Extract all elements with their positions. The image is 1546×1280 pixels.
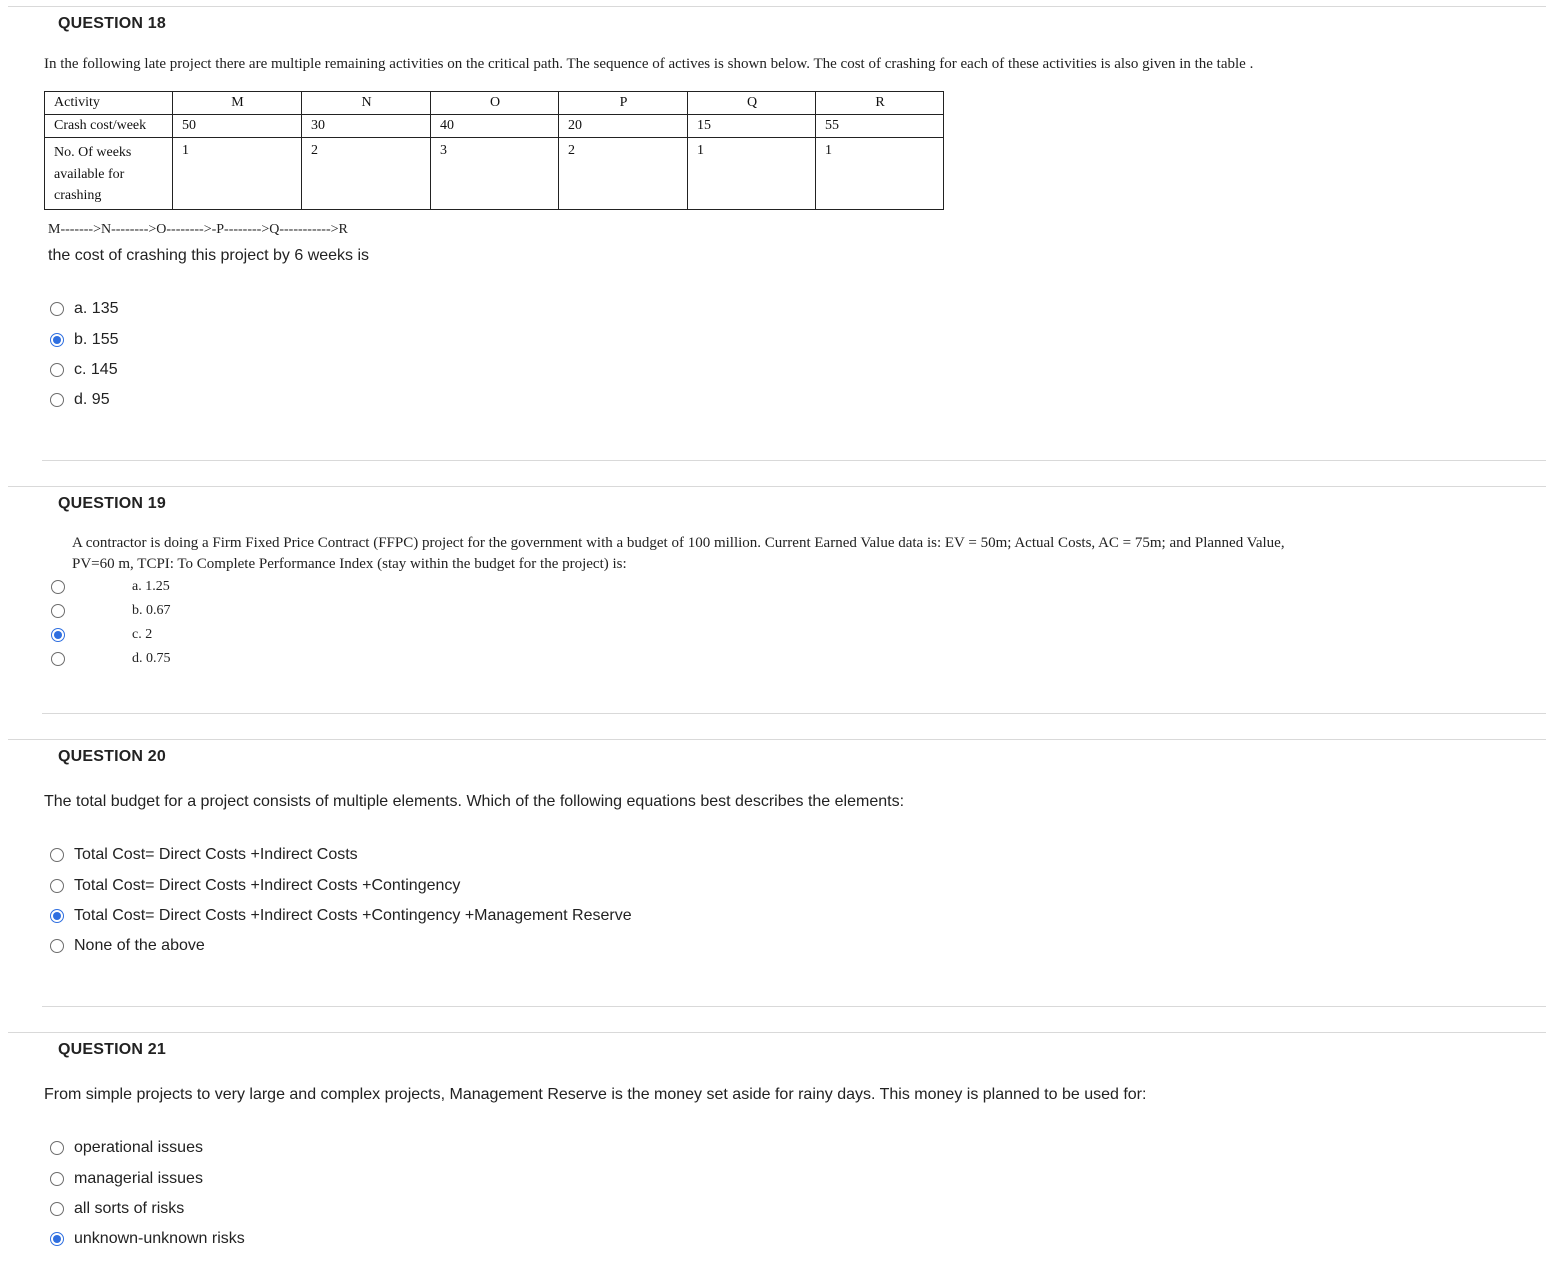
weeks-cell: 1 — [688, 138, 816, 210]
section-divider — [42, 713, 1546, 714]
option-label: c. 145 — [74, 361, 118, 378]
table-row — [45, 92, 944, 115]
option-label: all sorts of risks — [74, 1200, 185, 1217]
section-divider — [42, 460, 1546, 461]
section-divider — [42, 1006, 1546, 1007]
radio-button[interactable] — [51, 604, 65, 618]
weeks-cell: 2 — [302, 138, 431, 210]
question-19-text: PV=60 m, TCPI: To Complete Performance Index (stay within the budget for the project) is: — [72, 556, 627, 572]
answer-option[interactable] — [50, 299, 118, 319]
question-18-title: QUESTION 18 — [58, 15, 167, 32]
option-label: Total Cost= Direct Costs +Indirect Costs +Contingency +Management Reserve — [74, 907, 632, 924]
table-row — [45, 138, 944, 210]
option-label: Total Cost= Direct Costs +Indirect Costs — [74, 846, 358, 863]
option-label[interactable]: b. 0.67 — [132, 603, 171, 618]
label-line: No. Of weeks — [54, 145, 132, 160]
question-18-prompt: the cost of crashing this project by 6 weeks is — [48, 247, 370, 264]
question-21-prompt: From simple projects to very large and complex projects, Management Reserve is the money set aside for rainy days. This money is planned to be used for: — [44, 1086, 1147, 1103]
table-row — [45, 115, 944, 138]
activity-cell: M — [173, 92, 302, 115]
label-line: available for — [54, 166, 125, 182]
radio-button[interactable] — [50, 848, 64, 862]
question-21-title: QUESTION 21 — [58, 1041, 167, 1058]
section-divider — [8, 6, 1546, 7]
option-label: operational issues — [74, 1139, 203, 1156]
option-label[interactable]: a. 1.25 — [132, 579, 170, 594]
option-label[interactable]: c. 2 — [132, 627, 153, 642]
crash-cost-cell: 20 — [559, 115, 688, 138]
radio-button-selected[interactable] — [51, 628, 65, 642]
section-divider — [8, 1032, 1546, 1033]
weeks-cell: 3 — [431, 138, 559, 210]
question-19-text: A contractor is doing a Firm Fixed Price Contract (FFPC) project for the government with a budget of 100 million. Current Earned Value data is: EV = 50m; Actual Costs, AC = 75m; and Planned Value, — [72, 535, 1285, 551]
label-line: crashing — [54, 188, 102, 203]
answer-option[interactable] — [50, 936, 205, 956]
table-row-label — [45, 138, 173, 210]
activity-cell: N — [302, 92, 431, 115]
answer-option[interactable] — [50, 330, 118, 350]
crash-cost-cell: 50 — [173, 115, 302, 138]
answer-option[interactable] — [50, 906, 632, 926]
radio-button-selected[interactable] — [50, 333, 64, 347]
table-row-label: Crash cost/week — [45, 115, 173, 138]
table-header-cell: Activity — [45, 92, 173, 115]
option-label: a. 135 — [74, 300, 119, 317]
radio-button[interactable] — [51, 652, 65, 666]
option-label: b. 155 — [74, 331, 119, 348]
question-18-intro: In the following late project there are multiple remaining activities on the critical path. The sequence of actives is shown below. The cost of crashing for each of these activities is also given in the table . — [44, 56, 1254, 72]
weeks-cell: 2 — [559, 138, 688, 210]
activity-cell: P — [559, 92, 688, 115]
answer-option[interactable] — [50, 1169, 203, 1189]
crashing-table — [44, 91, 944, 210]
question-19-title: QUESTION 19 — [58, 495, 167, 512]
critical-path-sequence: M------->N-------->O-------->-P-------->Q----------->R — [48, 222, 348, 237]
radio-button[interactable] — [50, 363, 64, 377]
radio-button[interactable] — [50, 1202, 64, 1216]
answer-option[interactable] — [50, 876, 460, 896]
section-divider — [8, 486, 1546, 487]
crash-cost-cell: 40 — [431, 115, 559, 138]
option-label: unknown-unknown risks — [74, 1230, 245, 1247]
option-label: Total Cost= Direct Costs +Indirect Costs +Contingency — [74, 877, 461, 894]
radio-button[interactable] — [50, 393, 64, 407]
option-label: None of the above — [74, 937, 205, 954]
answer-option[interactable] — [50, 845, 358, 865]
question-20-prompt: The total budget for a project consists of multiple elements. Which of the following equations best describes the elements: — [44, 793, 905, 810]
section-divider — [8, 739, 1546, 740]
activity-cell: O — [431, 92, 559, 115]
radio-button[interactable] — [50, 1172, 64, 1186]
radio-button-selected[interactable] — [50, 909, 64, 923]
activity-cell: Q — [688, 92, 816, 115]
crash-cost-cell: 55 — [816, 115, 944, 138]
option-label[interactable]: d. 0.75 — [132, 651, 171, 666]
answer-option[interactable] — [50, 1199, 184, 1219]
radio-button[interactable] — [51, 580, 65, 594]
answer-option[interactable] — [50, 1138, 203, 1158]
radio-button[interactable] — [50, 879, 64, 893]
option-label: d. 95 — [74, 391, 110, 408]
weeks-cell: 1 — [816, 138, 944, 210]
weeks-cell: 1 — [173, 138, 302, 210]
radio-button[interactable] — [50, 939, 64, 953]
question-20-title: QUESTION 20 — [58, 748, 167, 765]
crash-cost-cell: 15 — [688, 115, 816, 138]
activity-cell: R — [816, 92, 944, 115]
answer-option[interactable] — [50, 390, 110, 410]
option-label: managerial issues — [74, 1170, 203, 1187]
answer-option[interactable] — [50, 360, 118, 380]
crash-cost-cell: 30 — [302, 115, 431, 138]
radio-button[interactable] — [50, 1141, 64, 1155]
radio-button[interactable] — [50, 302, 64, 316]
radio-button-selected[interactable] — [50, 1232, 64, 1246]
answer-option[interactable] — [50, 1229, 245, 1249]
